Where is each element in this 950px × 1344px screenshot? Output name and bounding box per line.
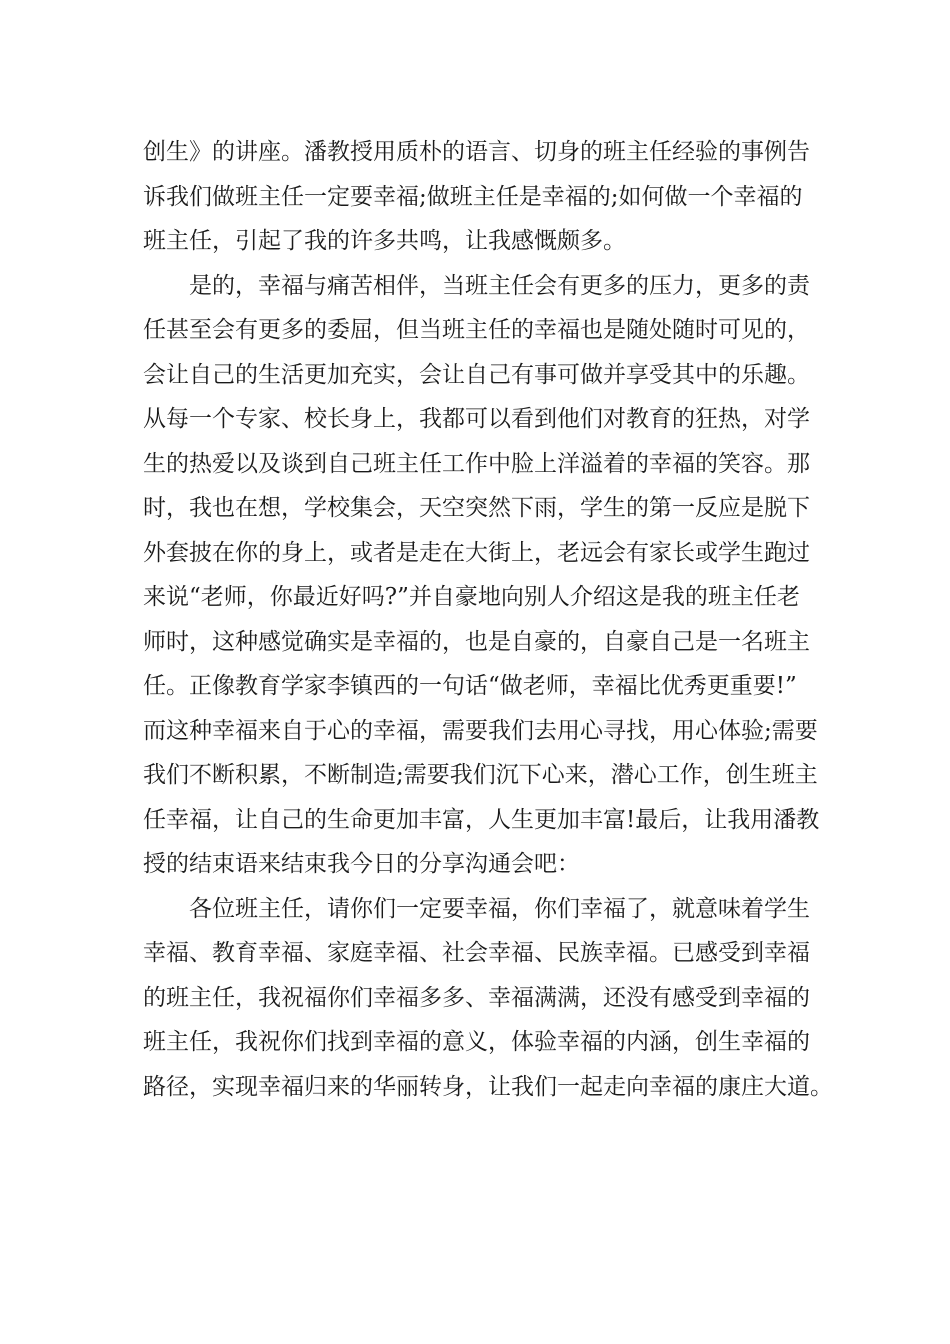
text-line: 任幸福，让自己的生命更加丰富，人生更加丰富!最后，让我用潘教 — [143, 806, 820, 833]
text-line: 任甚至会有更多的委屈，但当班主任的幸福也是随处随时可见的， — [143, 317, 810, 343]
text-line: 而这种幸福来自于心的幸福，需要我们去用心寻找，用心体验;需要 — [143, 717, 818, 744]
text-line: 班主任，我祝你们找到幸福的意义，体验幸福的内涵，创生幸福的 — [143, 1029, 810, 1055]
text-line: 路径，实现幸福归来的华丽转身，让我们一起走向幸福的康庄大道。 — [143, 1073, 833, 1100]
text-line: 的班主任，我祝福你们幸福多多、幸福满满，还没有感受到幸福的 — [143, 984, 810, 1011]
text-line: 生的热爱以及谈到自己班主任工作中脸上洋溢着的幸福的笑容。那 — [143, 450, 810, 477]
paragraph-start-line: 各位班主任，请你们一定要幸福，你们幸福了，就意味着学生 — [189, 895, 810, 922]
text-line: 任。正像教育学家李镇西的一句话“做老师，幸福比优秀更重要!” — [143, 673, 797, 699]
text-line: 班主任，引起了我的许多共鸣，让我感慨颇多。 — [143, 228, 626, 254]
text-line: 时，我也在想，学校集会，天空突然下雨，学生的第一反应是脱下 — [143, 495, 810, 521]
text-line: 来说“老师，你最近好吗?”并自豪地向别人介绍这是我的班主任老 — [143, 584, 800, 610]
document-body — [143, 130, 833, 1109]
text-line: 幸福、教育幸福、家庭幸福、社会幸福、民族幸福。已感受到幸福 — [143, 940, 810, 966]
text-line: 诉我们做班主任一定要幸福;做班主任是幸福的;如何做一个幸福的 — [143, 183, 803, 210]
text-line: 我们不断积累，不断制造;需要我们沉下心来，潜心工作，创生班主 — [143, 762, 818, 788]
text-line: 从每一个专家、校长身上，我都可以看到他们对教育的狂热，对学 — [143, 406, 810, 432]
text-line: 创生》的讲座。潘教授用质朴的语言、切身的班主任经验的事例告 — [143, 139, 810, 165]
text-line: 授的结束语来结束我今日的分享沟通会吧： — [143, 851, 580, 877]
text-line: 外套披在你的身上，或者是走在大街上，老远会有家长或学生跑过 — [143, 539, 810, 566]
text-line: 会让自己的生活更加充实，会让自己有事可做并享受其中的乐趣。 — [143, 361, 810, 388]
paragraph-start-line: 是的，幸福与痛苦相伴，当班主任会有更多的压力，更多的责 — [189, 272, 810, 299]
text-line: 师时，这种感觉确实是幸福的，也是自豪的，自豪自己是一名班主 — [143, 628, 810, 655]
